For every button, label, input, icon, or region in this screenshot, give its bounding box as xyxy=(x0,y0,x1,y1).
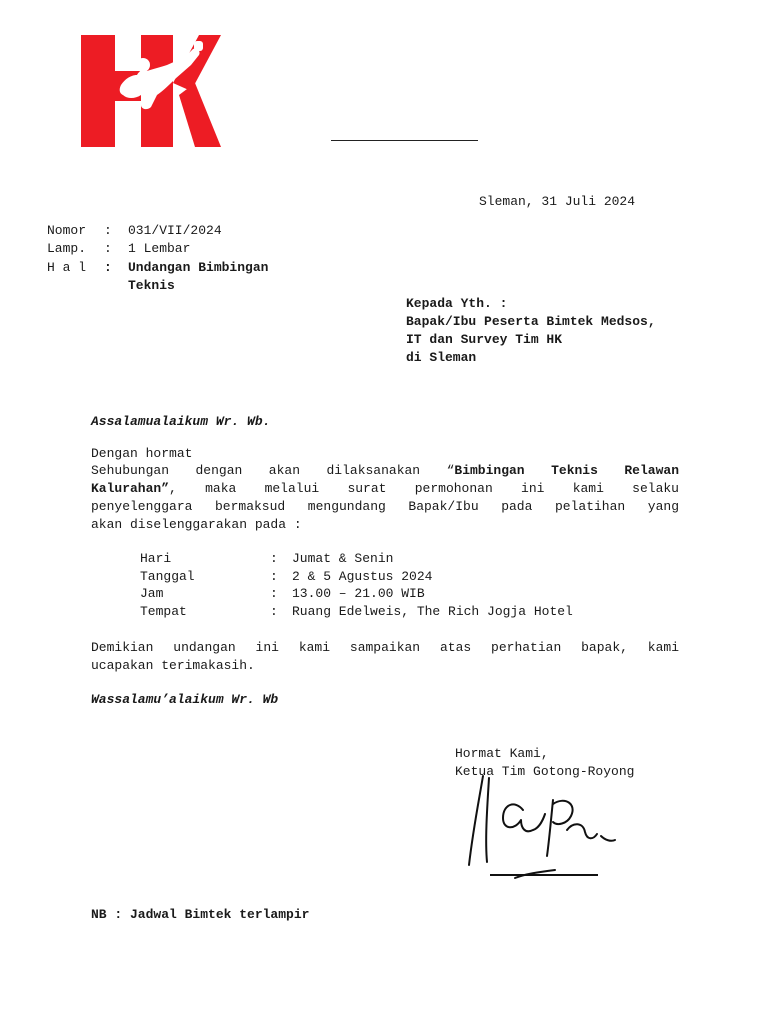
text-run: , maka melalui surat permohonan ini kami selaku xyxy=(169,481,679,496)
schedule-label: Jam xyxy=(140,586,164,601)
nomor-colon: : xyxy=(104,223,112,238)
schedule-value: Ruang Edelweis, The Rich Jogja Hotel xyxy=(292,604,573,619)
schedule-colon: : xyxy=(270,569,278,584)
paragraph-line xyxy=(91,462,679,480)
schedule-row-hari xyxy=(140,550,393,568)
schedule-value: Jumat & Senin xyxy=(292,551,394,566)
schedule-row-tanggal xyxy=(140,568,432,586)
paragraph-line: Demikian undangan ini kami sampaikan atas perhatian bapak, kami xyxy=(91,640,679,655)
hal-value: Undangan Bimbingan xyxy=(128,260,269,275)
meta-nomor xyxy=(47,222,222,240)
hal-colon: : xyxy=(104,260,112,275)
event-name: Kalurahan” xyxy=(91,481,170,496)
paragraph-line: akan diselenggarakan pada : xyxy=(91,517,302,532)
paragraph-closing xyxy=(91,639,679,675)
signature-line xyxy=(490,874,598,876)
lamp-value: 1 Lembar xyxy=(128,241,191,256)
recipient-line: Bapak/Ibu Peserta Bimtek Medsos, xyxy=(406,314,656,329)
event-name: Bimbingan Teknis Relawan xyxy=(454,463,679,478)
footnote-nb: NB : Jadwal Bimtek terlampir xyxy=(91,907,310,922)
hal-value-line2: Teknis xyxy=(128,278,175,293)
schedule-colon: : xyxy=(270,551,278,566)
recipient-block xyxy=(406,295,656,367)
meta-hal xyxy=(47,259,268,277)
schedule-value: 13.00 – 21.00 WIB xyxy=(292,586,425,601)
meta-lamp xyxy=(47,240,190,258)
recipient-line: Kepada Yth. : xyxy=(406,296,508,311)
schedule-label: Tempat xyxy=(140,604,187,619)
paragraph-invitation xyxy=(91,462,679,534)
letter-date: Sleman, 31 Juli 2024 xyxy=(479,194,636,209)
regards: Hormat Kami, xyxy=(455,746,549,761)
schedule-label: Hari xyxy=(140,551,172,566)
signer-position: Ketua Tim Gotong-Royong xyxy=(455,764,635,779)
closing-salutation: Wassalamu’alaikum Wr. Wb xyxy=(91,692,279,707)
hk-logo-icon xyxy=(81,35,221,147)
nomor-value: 031/VII/2024 xyxy=(128,223,222,238)
paragraph-line: penyelenggara bermaksud mengundang Bapak/Ibu pada pelatihan yang xyxy=(91,499,679,514)
recipient-line: IT dan Survey Tim HK xyxy=(406,332,563,347)
schedule-label: Tanggal xyxy=(140,569,195,584)
nomor-label: Nomor xyxy=(47,223,87,238)
schedule-colon: : xyxy=(270,604,278,619)
schedule-value: 2 & 5 Agustus 2024 xyxy=(292,569,433,584)
header-divider xyxy=(331,140,478,141)
recipient-line: di Sleman xyxy=(406,350,477,365)
text-run: Sehubungan dengan akan dilaksanakan “ xyxy=(91,463,455,478)
schedule-colon: : xyxy=(270,586,278,601)
greeting: Assalamualaikum Wr. Wb. xyxy=(91,414,271,429)
paragraph-line: ucapakan terimakasih. xyxy=(91,658,255,673)
opening: Dengan hormat xyxy=(91,446,193,461)
paragraph-line xyxy=(91,480,679,498)
hal-label: H a l xyxy=(47,260,87,275)
lamp-colon: : xyxy=(104,241,112,256)
handwritten-signature-icon xyxy=(455,770,625,885)
schedule-row-jam xyxy=(140,585,425,603)
schedule-row-tempat xyxy=(140,603,573,621)
lamp-label: Lamp. xyxy=(47,241,87,256)
